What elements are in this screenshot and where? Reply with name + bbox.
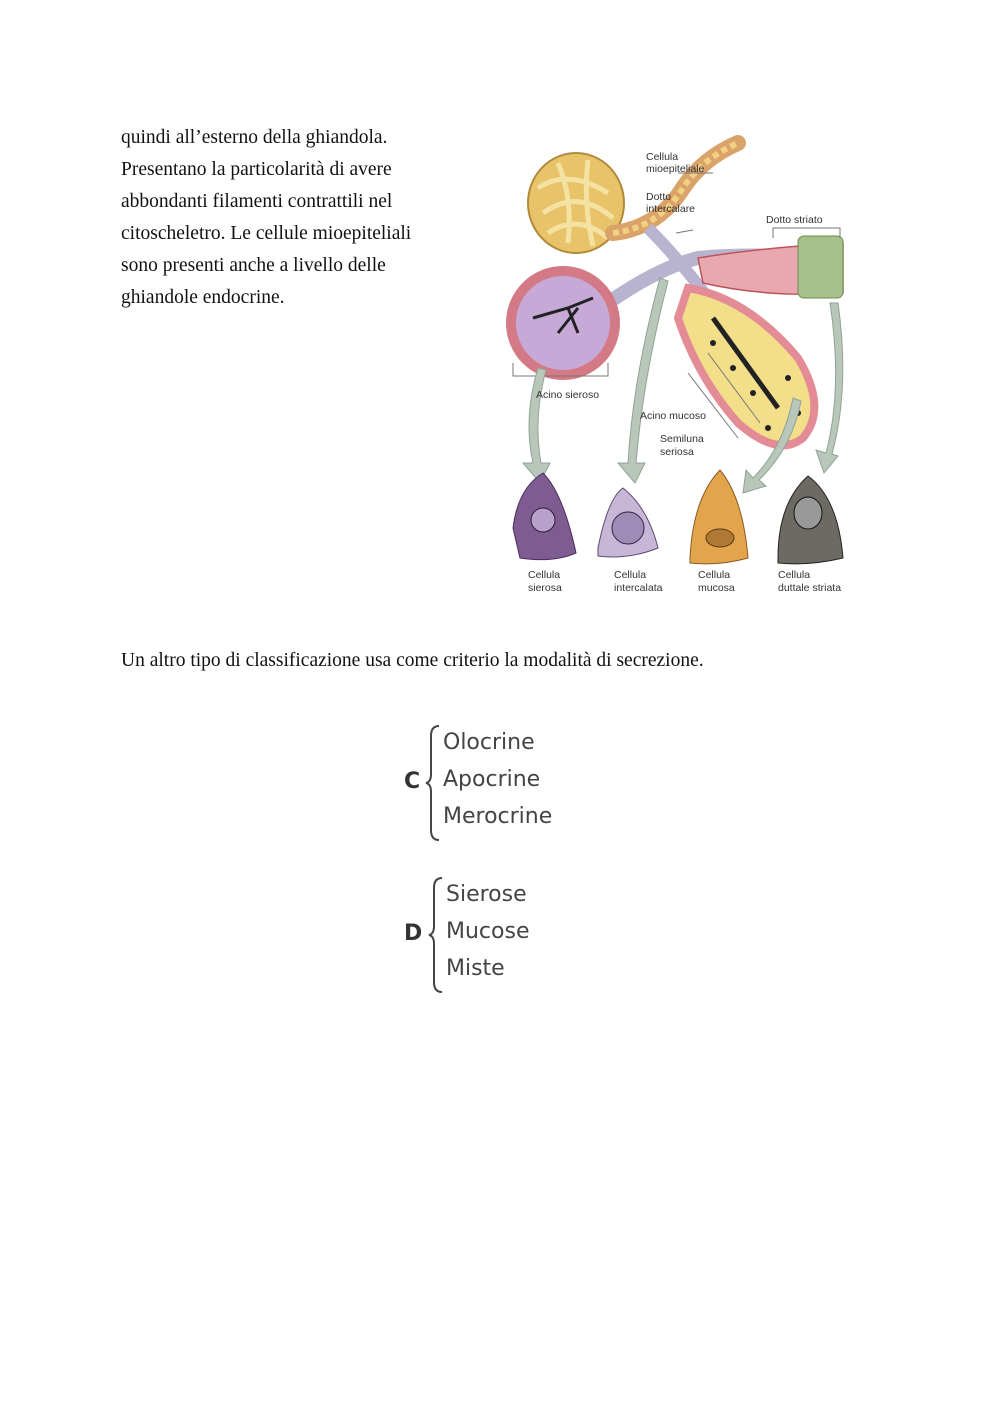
paragraph-line: citoscheletro. Le cellule mioepiteliali [121,223,412,244]
class-letter: D [404,921,423,946]
cell-caption: Cellula [698,569,731,581]
gland-illustration [498,118,868,608]
paragraph-line: Presentano la particolarità di avere [121,159,392,180]
class-item: Merocrine [443,804,553,829]
label-myoepithelial-1: Cellula [646,151,679,163]
cell-caption: Cellula [528,569,561,581]
label-mucous-acinus: Acino mucoso [640,410,706,422]
classification-d [400,874,630,999]
cell-caption: mucosa [698,582,735,594]
label-semilunar-1: Semiluna [660,433,704,445]
paragraph-line: quindi all’esterno della ghiandola. [121,127,388,148]
cell-caption: sierosa [528,582,562,594]
cell-caption: Cellula [614,569,647,581]
class-letter: C [404,769,421,794]
cell-caption: duttale striata [778,582,842,594]
cell-caption: Cellula [778,569,811,581]
label-myoepithelial-2: mioepiteliale [646,163,705,175]
arrow [816,303,843,473]
label-intercalated-1: Dotto [646,191,672,203]
class-item: Sierose [446,882,527,907]
cell-caption: intercalata [614,582,663,594]
label-striated: Dotto striato [766,214,823,226]
paragraph-line: sono presenti anche a livello delle [121,255,386,276]
arrow [523,368,550,483]
paragraph-line: abbondanti filamenti contrattili nel [121,191,393,212]
body-paragraph [121,122,481,314]
label-intercalated-2: intercalare [646,203,696,215]
label-serous-acinus: Acino sieroso [536,389,600,401]
class-item: Mucose [446,919,530,944]
class-item: Miste [446,956,505,981]
curly-brace [428,876,446,994]
curly-brace [425,724,443,842]
label-semilunar-2: seriosa [660,446,694,458]
gland-diagram [498,118,868,608]
class-item: Apocrine [443,767,541,792]
paragraph-line: ghiandole endocrine. [121,287,285,308]
class-item: Olocrine [443,730,535,755]
mucous-cell [690,470,748,564]
classification-sentence: Un altro tipo di classificazione usa come criterio la modalità di secrezione. [121,650,704,671]
classification-c [400,722,630,847]
serous-acinus [511,271,615,375]
